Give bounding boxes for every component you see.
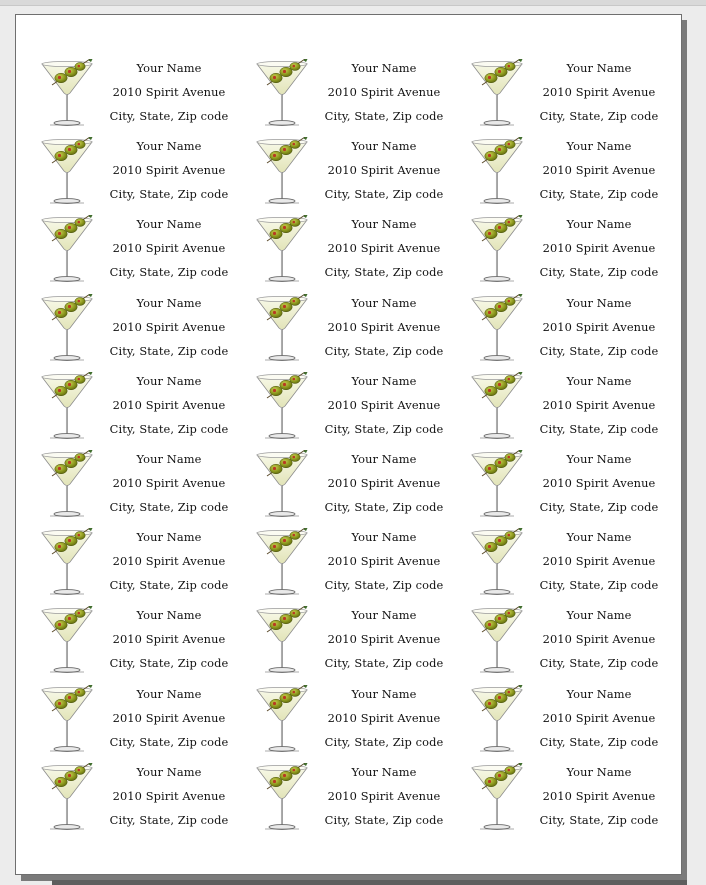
address-city-line: City, State, Zip code (324, 812, 444, 827)
label-sheet-page (15, 14, 682, 875)
address-block (103, 526, 235, 596)
address-name: Your Name (136, 139, 202, 154)
address-street: 2010 Spirit Avenue (112, 241, 226, 256)
address-block (318, 683, 450, 753)
address-city-line: City, State, Zip code (324, 265, 444, 280)
address-street: 2010 Spirit Avenue (327, 788, 441, 803)
address-name: Your Name (351, 217, 417, 232)
address-street: 2010 Spirit Avenue (542, 241, 656, 256)
address-name: Your Name (351, 295, 417, 310)
address-label (231, 604, 444, 674)
address-block (318, 448, 450, 518)
martini-glass-icon (470, 763, 528, 833)
address-city-line: City, State, Zip code (539, 578, 659, 593)
address-block (318, 370, 450, 440)
address-street: 2010 Spirit Avenue (112, 554, 226, 569)
address-block (103, 370, 235, 440)
address-name: Your Name (136, 452, 202, 466)
address-city-line: City, State, Zip code (324, 421, 444, 436)
address-city-line: City, State, Zip code (109, 265, 229, 280)
martini-glass-icon (470, 685, 528, 755)
address-name: Your Name (566, 295, 632, 310)
address-city-line: City, State, Zip code (539, 343, 659, 358)
address-label (446, 292, 659, 362)
address-city-line: City, State, Zip code (324, 734, 444, 749)
address-city-line: City, State, Zip code (539, 656, 659, 671)
address-city-line: City, State, Zip code (324, 187, 444, 202)
address-street: 2010 Spirit Avenue (327, 554, 441, 569)
address-street: 2010 Spirit Avenue (112, 163, 226, 178)
martini-glass-icon (255, 294, 313, 364)
address-block (533, 604, 665, 674)
address-city-line: City, State, Zip code (324, 578, 444, 593)
address-block (533, 57, 665, 127)
address-block (533, 761, 665, 831)
address-block (318, 213, 450, 283)
address-label (231, 370, 444, 440)
page-bottom-edge (52, 880, 687, 885)
address-street: 2010 Spirit Avenue (112, 319, 226, 334)
address-name: Your Name (351, 61, 417, 75)
address-label (231, 761, 444, 831)
martini-glass-icon (40, 685, 98, 755)
martini-glass-icon (40, 59, 98, 129)
address-label (16, 604, 229, 674)
address-city-line: City, State, Zip code (109, 343, 229, 358)
address-label (231, 135, 444, 205)
address-block (103, 135, 235, 205)
address-label (446, 135, 659, 205)
address-street: 2010 Spirit Avenue (542, 788, 656, 803)
address-name: Your Name (351, 452, 417, 466)
address-name: Your Name (136, 217, 202, 232)
address-block (103, 213, 235, 283)
address-street: 2010 Spirit Avenue (542, 85, 656, 99)
address-city-line: City, State, Zip code (539, 265, 659, 280)
address-street: 2010 Spirit Avenue (327, 241, 441, 256)
address-name: Your Name (136, 61, 202, 75)
address-label (446, 213, 659, 283)
address-block (318, 604, 450, 674)
address-label (446, 370, 659, 440)
address-label (16, 526, 229, 596)
address-name: Your Name (566, 530, 632, 545)
address-name: Your Name (566, 217, 632, 232)
address-city-line: City, State, Zip code (539, 421, 659, 436)
address-street: 2010 Spirit Avenue (327, 85, 441, 99)
address-block (533, 370, 665, 440)
address-label (16, 213, 229, 283)
address-label (231, 448, 444, 518)
address-street: 2010 Spirit Avenue (327, 476, 441, 490)
address-block (533, 448, 665, 518)
address-label (16, 448, 229, 518)
label-grid (16, 15, 681, 874)
address-street: 2010 Spirit Avenue (542, 632, 656, 647)
address-street: 2010 Spirit Avenue (327, 710, 441, 725)
address-block (103, 292, 235, 362)
martini-glass-icon (470, 372, 528, 442)
address-city-line: City, State, Zip code (539, 187, 659, 202)
address-label (446, 683, 659, 753)
address-name: Your Name (136, 686, 202, 701)
martini-glass-icon (255, 59, 313, 129)
martini-glass-icon (40, 528, 98, 598)
address-city-line: City, State, Zip code (109, 421, 229, 436)
address-street: 2010 Spirit Avenue (327, 319, 441, 334)
address-label (16, 683, 229, 753)
address-name: Your Name (136, 530, 202, 545)
address-name: Your Name (351, 139, 417, 154)
martini-glass-icon (470, 606, 528, 676)
address-city-line: City, State, Zip code (109, 812, 229, 827)
address-street: 2010 Spirit Avenue (112, 788, 226, 803)
martini-glass-icon (470, 294, 528, 364)
address-label (446, 526, 659, 596)
address-label (446, 448, 659, 518)
address-name: Your Name (351, 686, 417, 701)
address-city-line: City, State, Zip code (324, 109, 444, 123)
address-block (103, 761, 235, 831)
address-street: 2010 Spirit Avenue (542, 163, 656, 178)
address-block (318, 135, 450, 205)
martini-glass-icon (470, 450, 528, 520)
address-city-line: City, State, Zip code (324, 656, 444, 671)
address-block (103, 57, 235, 127)
address-name: Your Name (136, 295, 202, 310)
address-street: 2010 Spirit Avenue (327, 397, 441, 412)
address-city-line: City, State, Zip code (324, 343, 444, 358)
address-street: 2010 Spirit Avenue (542, 476, 656, 490)
address-block (533, 683, 665, 753)
address-label (446, 761, 659, 831)
martini-glass-icon (255, 215, 313, 285)
address-street: 2010 Spirit Avenue (327, 163, 441, 178)
martini-glass-icon (40, 372, 98, 442)
address-city-line: City, State, Zip code (109, 656, 229, 671)
martini-glass-icon (255, 137, 313, 207)
martini-glass-icon (40, 137, 98, 207)
address-label (446, 57, 659, 127)
address-name: Your Name (566, 373, 632, 388)
address-street: 2010 Spirit Avenue (542, 319, 656, 334)
address-name: Your Name (566, 608, 632, 623)
martini-glass-icon (470, 137, 528, 207)
address-label (16, 370, 229, 440)
address-block (318, 292, 450, 362)
address-city-line: City, State, Zip code (109, 734, 229, 749)
martini-glass-icon (40, 450, 98, 520)
martini-glass-icon (470, 215, 528, 285)
address-street: 2010 Spirit Avenue (112, 632, 226, 647)
martini-glass-icon (40, 215, 98, 285)
martini-glass-icon (255, 450, 313, 520)
address-name: Your Name (566, 764, 632, 779)
address-name: Your Name (136, 373, 202, 388)
address-block (533, 526, 665, 596)
martini-glass-icon (470, 528, 528, 598)
address-block (103, 604, 235, 674)
address-name: Your Name (566, 452, 632, 466)
address-street: 2010 Spirit Avenue (542, 397, 656, 412)
address-street: 2010 Spirit Avenue (542, 554, 656, 569)
address-street: 2010 Spirit Avenue (112, 710, 226, 725)
martini-glass-icon (40, 294, 98, 364)
address-street: 2010 Spirit Avenue (542, 710, 656, 725)
martini-glass-icon (255, 606, 313, 676)
address-label (231, 683, 444, 753)
address-label (231, 213, 444, 283)
martini-glass-icon (255, 763, 313, 833)
martini-glass-icon (255, 372, 313, 442)
address-label (16, 135, 229, 205)
address-street: 2010 Spirit Avenue (112, 476, 226, 490)
martini-glass-icon (470, 59, 528, 129)
address-name: Your Name (136, 764, 202, 779)
address-name: Your Name (136, 608, 202, 623)
martini-glass-icon (255, 528, 313, 598)
address-city-line: City, State, Zip code (539, 812, 659, 827)
address-city-line: City, State, Zip code (539, 109, 659, 123)
martini-glass-icon (255, 685, 313, 755)
address-block (318, 57, 450, 127)
address-block (103, 448, 235, 518)
address-name: Your Name (351, 530, 417, 545)
address-label (446, 604, 659, 674)
address-block (533, 292, 665, 362)
address-label (231, 57, 444, 127)
address-name: Your Name (566, 686, 632, 701)
address-block (318, 526, 450, 596)
address-block (318, 761, 450, 831)
address-city-line: City, State, Zip code (109, 500, 229, 514)
address-street: 2010 Spirit Avenue (327, 632, 441, 647)
address-block (533, 213, 665, 283)
address-city-line: City, State, Zip code (539, 734, 659, 749)
address-city-line: City, State, Zip code (324, 500, 444, 514)
address-label (231, 526, 444, 596)
address-name: Your Name (351, 373, 417, 388)
address-street: 2010 Spirit Avenue (112, 397, 226, 412)
address-name: Your Name (566, 139, 632, 154)
address-name: Your Name (566, 61, 632, 75)
address-city-line: City, State, Zip code (109, 578, 229, 593)
address-city-line: City, State, Zip code (539, 500, 659, 514)
address-street: 2010 Spirit Avenue (112, 85, 226, 99)
address-name: Your Name (351, 608, 417, 623)
address-city-line: City, State, Zip code (109, 187, 229, 202)
martini-glass-icon (40, 763, 98, 833)
address-city-line: City, State, Zip code (109, 109, 229, 123)
address-label (16, 57, 229, 127)
address-label (16, 292, 229, 362)
address-name: Your Name (351, 764, 417, 779)
martini-glass-icon (40, 606, 98, 676)
address-block (103, 683, 235, 753)
address-label (16, 761, 229, 831)
address-block (533, 135, 665, 205)
viewer-toolbar-edge (0, 0, 706, 6)
address-label (231, 292, 444, 362)
